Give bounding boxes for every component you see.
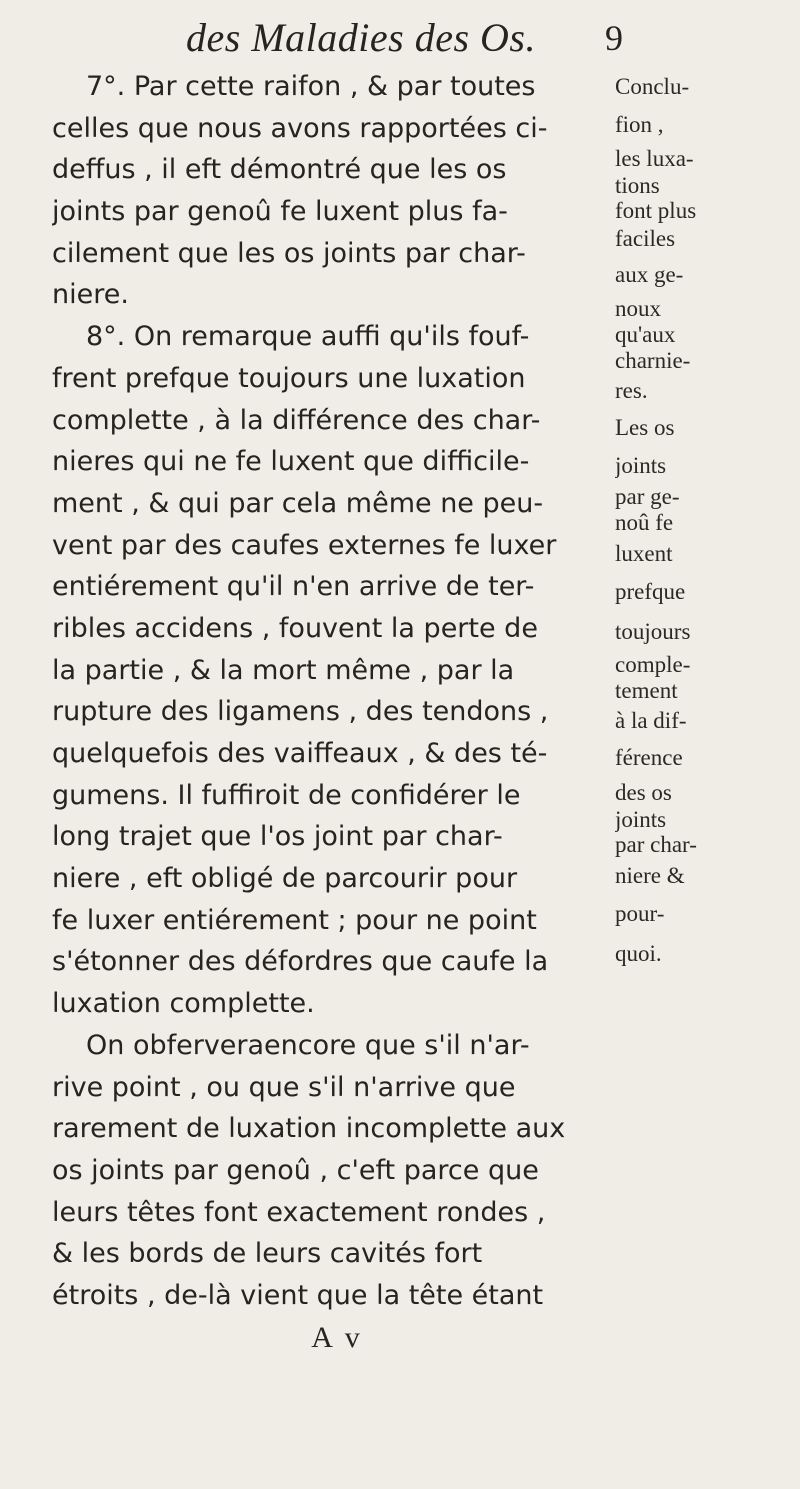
marginal-note-conclusion [615,68,795,408]
text-line: ment , & qui par cela même ne peu- [52,487,544,519]
marginal-note-line: luxent [615,541,673,566]
marginal-note-line: quoi. [615,941,662,966]
text-line: os joints par genoû , c'eft parce que [52,1154,539,1186]
marginal-note-line: par char- [615,832,697,857]
text-line: luxation complette. [52,988,315,1020]
marginal-note-line: les luxa- [615,146,694,171]
text-line: leurs têtes font exactement rondes , [52,1196,546,1228]
marginal-note-line: faciles [615,226,676,251]
text-line: frent prefque toujours une luxation [52,362,526,394]
text-line: celles que nous avons rapportées ci- [52,112,548,144]
marginal-note-line: comple- [615,652,691,677]
signature-mark: A v [311,1320,363,1354]
text-line: niere. [52,279,129,311]
text-line: ribles accidens , fouvent la perte de [52,612,538,644]
marginal-note-line: Conclu- [615,74,690,99]
text-line: étroits , de-là vient que la tête étant [52,1279,544,1311]
text-line: entiérement qu'il n'en arrive de ter- [52,571,535,603]
marginal-note-line: joints [615,808,667,832]
marginal-note-line: des os [615,780,672,805]
text-line: quelquefois des vaiffeaux , & des té- [52,738,548,769]
marginal-note-line: fion , [615,112,664,137]
marginal-note-line: par ge- [615,484,680,509]
text-line: rive point , ou que s'il n'arrive que [52,1071,516,1103]
text-line: vent par des caufes externes fe luxer [52,529,557,561]
text-line: 7°. Par cette raifon , & par toutes [86,71,536,102]
marginal-note-line: noux [615,296,661,321]
text-line: rarement de luxation incomplette aux [52,1113,566,1145]
text-line: nieres qui ne fe luxent que difficile- [52,446,530,478]
marginal-note-line: font plus [615,198,697,223]
marginal-notes [615,68,795,974]
text-line: s'étonner des défordres que caufe la [52,946,549,978]
running-title: des Maladies des Os. [186,15,536,60]
text-line: cilement que les os joints par char- [52,237,526,269]
page-header [0,8,800,68]
marginal-note-line: aux ge- [615,262,684,287]
marginal-note-line: niere & [615,863,685,888]
text-line: fe luxer entiérement ; pour ne point [52,904,537,936]
text-line: joints par genoû fe luxent plus fa- [52,196,508,228]
page-number: 9 [605,18,623,58]
marginal-note-luxation [615,408,795,974]
marginal-note-line: noû fe [615,510,674,535]
text-line: 8°. On remarque auffi qu'ils fouf- [86,321,530,353]
marginal-note-line: Les os [615,415,675,440]
marginal-note-line: férence [615,745,683,770]
text-line: long trajet que l'os joint par char- [52,821,503,853]
main-text-column [52,66,612,1358]
marginal-note-line: tions [615,174,660,198]
marginal-note-line: à la dif- [615,708,687,733]
text-line: On obferveraencore que s'il n'ar- [86,1029,530,1061]
marginal-note-line: res. [615,378,648,403]
marginal-note-line: toujours [615,619,691,644]
text-line: & les bords de leurs cavités fort [52,1238,483,1270]
text-line: rupture des ligamens , des tendons , [52,696,549,728]
text-line: gumens. Il fuffiroit de confidérer le [52,779,521,811]
marginal-note-line: pour- [615,901,665,926]
text-line: complette , à la différence des char- [52,404,541,436]
marginal-note-line: charnie- [615,348,691,373]
text-line: niere , eft obligé de parcourir pour [52,863,518,895]
marginal-note-line: prefque [615,579,686,604]
marginal-note-line: joints [615,453,667,478]
text-line: deffus , il eft démontré que les os [52,154,507,186]
marginal-note-line: qu'aux [615,322,676,347]
marginal-note-line: tement [615,678,678,703]
text-line: la partie , & la mort même , par la [52,654,515,686]
